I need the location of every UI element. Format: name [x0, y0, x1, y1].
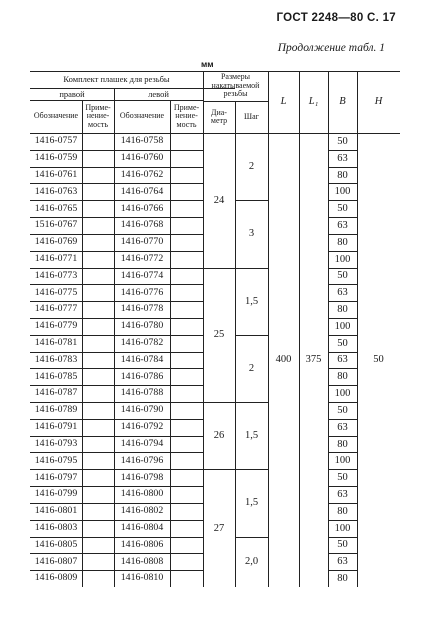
- table-row-left-designation: 1416-0766: [120, 202, 164, 214]
- header-L: L: [280, 96, 287, 108]
- table-row-right-designation: 1416-0805: [34, 538, 78, 550]
- table-row-b-value: 100: [334, 455, 351, 467]
- table-row-right-designation: 1416-0785: [34, 370, 78, 382]
- table-row-right-designation: 1416-0797: [34, 471, 78, 483]
- table-row-left-designation: 1416-0786: [120, 370, 164, 382]
- table-row-right-designation: 1416-0803: [34, 522, 78, 533]
- table-row-b-value: 50: [337, 539, 348, 551]
- table-row-left-designation: 1416-0764: [120, 185, 164, 197]
- table-row-b-value: 100: [334, 186, 351, 198]
- table-row-b-value: 63: [337, 556, 348, 568]
- table-row-b-value: 50: [337, 472, 348, 484]
- header-designation-left: Обозначение: [119, 111, 165, 121]
- header-designation-right: Обозначение: [33, 111, 79, 121]
- table-row-b-value: 63: [337, 421, 348, 433]
- L1-value: 375: [305, 354, 322, 366]
- pitch-value: 1,5: [244, 295, 259, 307]
- table-row-right-designation: 1416-0789: [34, 404, 78, 416]
- table-row-left-designation: 1416-0758: [120, 135, 164, 147]
- table-row-left-designation: 1416-0792: [120, 421, 164, 433]
- header-right-die: правой: [59, 88, 85, 99]
- header-thread-sizes: Размеры накатываемой резьбы: [211, 72, 260, 99]
- table-row-left-designation: 1416-0810: [120, 572, 164, 584]
- table-row-b-value: 63: [337, 152, 348, 164]
- table-row-left-designation: 1416-0776: [120, 286, 164, 298]
- pitch-value: 3: [248, 228, 255, 240]
- table-row-left-designation: 1416-0760: [120, 152, 164, 164]
- H-value: 50: [373, 354, 384, 366]
- table-row-right-designation: 1416-0775: [34, 286, 78, 298]
- table-row-left-designation: 1416-0806: [120, 538, 164, 550]
- table-row-b-value: 63: [337, 219, 348, 231]
- header-L1: L₁: [308, 96, 319, 108]
- diameter-value: 26: [213, 430, 225, 442]
- pitch-value: 1,5: [244, 430, 259, 442]
- table-row-right-designation: 1416-0809: [34, 572, 78, 584]
- header-B: B: [339, 96, 346, 108]
- header-application-left: Приме- нение- мость: [173, 102, 200, 129]
- table-row-left-designation: 1416-0772: [120, 252, 164, 264]
- table-row-left-designation: 1416-0794: [120, 437, 164, 449]
- header-pitch: Шаг: [244, 111, 259, 121]
- table-row-right-designation: 1416-0771: [34, 252, 78, 264]
- table-row-left-designation: 1416-0808: [120, 555, 164, 567]
- table-row-left-designation: 1416-0778: [120, 303, 164, 315]
- table-row-right-designation: 1416-0765: [34, 202, 78, 214]
- col-rule-3: [170, 100, 171, 587]
- table-row-right-designation: 1416-0777: [34, 303, 78, 315]
- table-row-right-designation: 1416-0801: [34, 505, 78, 517]
- table-row-right-designation: 1416-0761: [34, 168, 78, 180]
- table-row-right-designation: 1416-0773: [34, 269, 78, 281]
- header-left-die: левой: [148, 88, 169, 99]
- table-row-b-value: 63: [337, 354, 348, 366]
- table-row-left-designation: 1416-0784: [120, 353, 164, 365]
- table-row-left-designation: 1416-0780: [120, 320, 164, 332]
- table-row-right-designation: 1416-0787: [34, 387, 78, 399]
- table-row-b-value: 100: [334, 253, 351, 265]
- table-row-right-designation: 1416-0791: [34, 421, 78, 433]
- table-row-b-value: 80: [337, 371, 348, 383]
- table-row-left-designation: 1416-0798: [120, 471, 164, 483]
- table-row-right-designation: 1416-0781: [34, 337, 78, 349]
- table-row-b-value: 100: [334, 320, 351, 332]
- table-row-left-designation: 1416-0770: [120, 236, 164, 248]
- table-row-b-value: 80: [337, 169, 348, 181]
- table-row-b-value: 80: [337, 573, 348, 585]
- pitch-value: 2: [248, 362, 255, 374]
- table-row-left-designation: 1416-0804: [120, 522, 164, 533]
- table-continuation-label: Продолжение табл. 1: [277, 42, 385, 54]
- diameter-value: 24: [213, 194, 225, 206]
- table-row-left-designation: 1416-0774: [120, 269, 164, 281]
- table-row-right-designation: 1416-0763: [34, 185, 78, 197]
- table-row-right-designation: 1416-0783: [34, 353, 78, 365]
- table-row-left-designation: 1416-0762: [120, 168, 164, 180]
- table-row-b-value: 50: [337, 135, 348, 147]
- pitch-value: 2: [248, 161, 255, 173]
- unit-label: мм: [201, 59, 214, 69]
- table-row-right-designation: 1416-0795: [34, 454, 78, 466]
- table-row-right-designation: 1416-0757: [34, 135, 78, 147]
- table-row-b-value: 80: [337, 438, 348, 450]
- table-row-right-designation: 1416-0799: [34, 488, 78, 500]
- diameter-value: 27: [213, 522, 225, 534]
- table-row-b-value: 63: [337, 489, 348, 500]
- diameter-value: 25: [213, 329, 225, 341]
- header-application-right: Приме- нение- мость: [85, 102, 111, 129]
- table-row-right-designation: 1416-0807: [34, 555, 78, 567]
- table-row-b-value: 50: [337, 270, 348, 282]
- table-row-left-designation: 1416-0802: [120, 505, 164, 517]
- table-row-b-value: 100: [334, 388, 351, 400]
- L-value: 400: [275, 354, 292, 366]
- table-row-left-designation: 1416-0788: [120, 387, 164, 399]
- table-row-right-designation: 1416-0769: [34, 236, 78, 248]
- table-row-right-designation: 1416-0759: [34, 152, 78, 164]
- col-rule-1: [82, 100, 83, 587]
- table-row-left-designation: 1416-0796: [120, 454, 164, 466]
- page-header: ГОСТ 2248—80 С. 17: [276, 12, 396, 24]
- pitch-value: 1,5: [244, 497, 259, 509]
- table-row-right-designation: 1516-0767: [34, 219, 78, 231]
- table-row-left-designation: 1416-0782: [120, 337, 164, 349]
- table-row-b-value: 80: [337, 505, 348, 517]
- table-row-b-value: 50: [337, 337, 348, 349]
- table-row-b-value: 50: [337, 203, 348, 215]
- header-diameter: Диа- метр: [210, 107, 228, 125]
- table-row-b-value: 80: [337, 304, 348, 316]
- pitch-value: 2,0: [244, 556, 259, 568]
- table-row-b-value: 50: [337, 404, 348, 416]
- table-row-b-value: 63: [337, 287, 348, 299]
- table-row-b-value: 100: [334, 522, 351, 534]
- table-row-left-designation: 1416-0768: [120, 219, 164, 231]
- table-row-right-designation: 1416-0779: [34, 320, 78, 332]
- header-group-set: Комплект плашек для резьбы: [63, 74, 170, 85]
- table-row-left-designation: 1416-0800: [120, 488, 164, 500]
- table-row-left-designation: 1416-0790: [120, 404, 164, 416]
- table-row-right-designation: 1416-0793: [34, 437, 78, 449]
- header-H: H: [374, 96, 383, 108]
- table-row-b-value: 80: [337, 236, 348, 248]
